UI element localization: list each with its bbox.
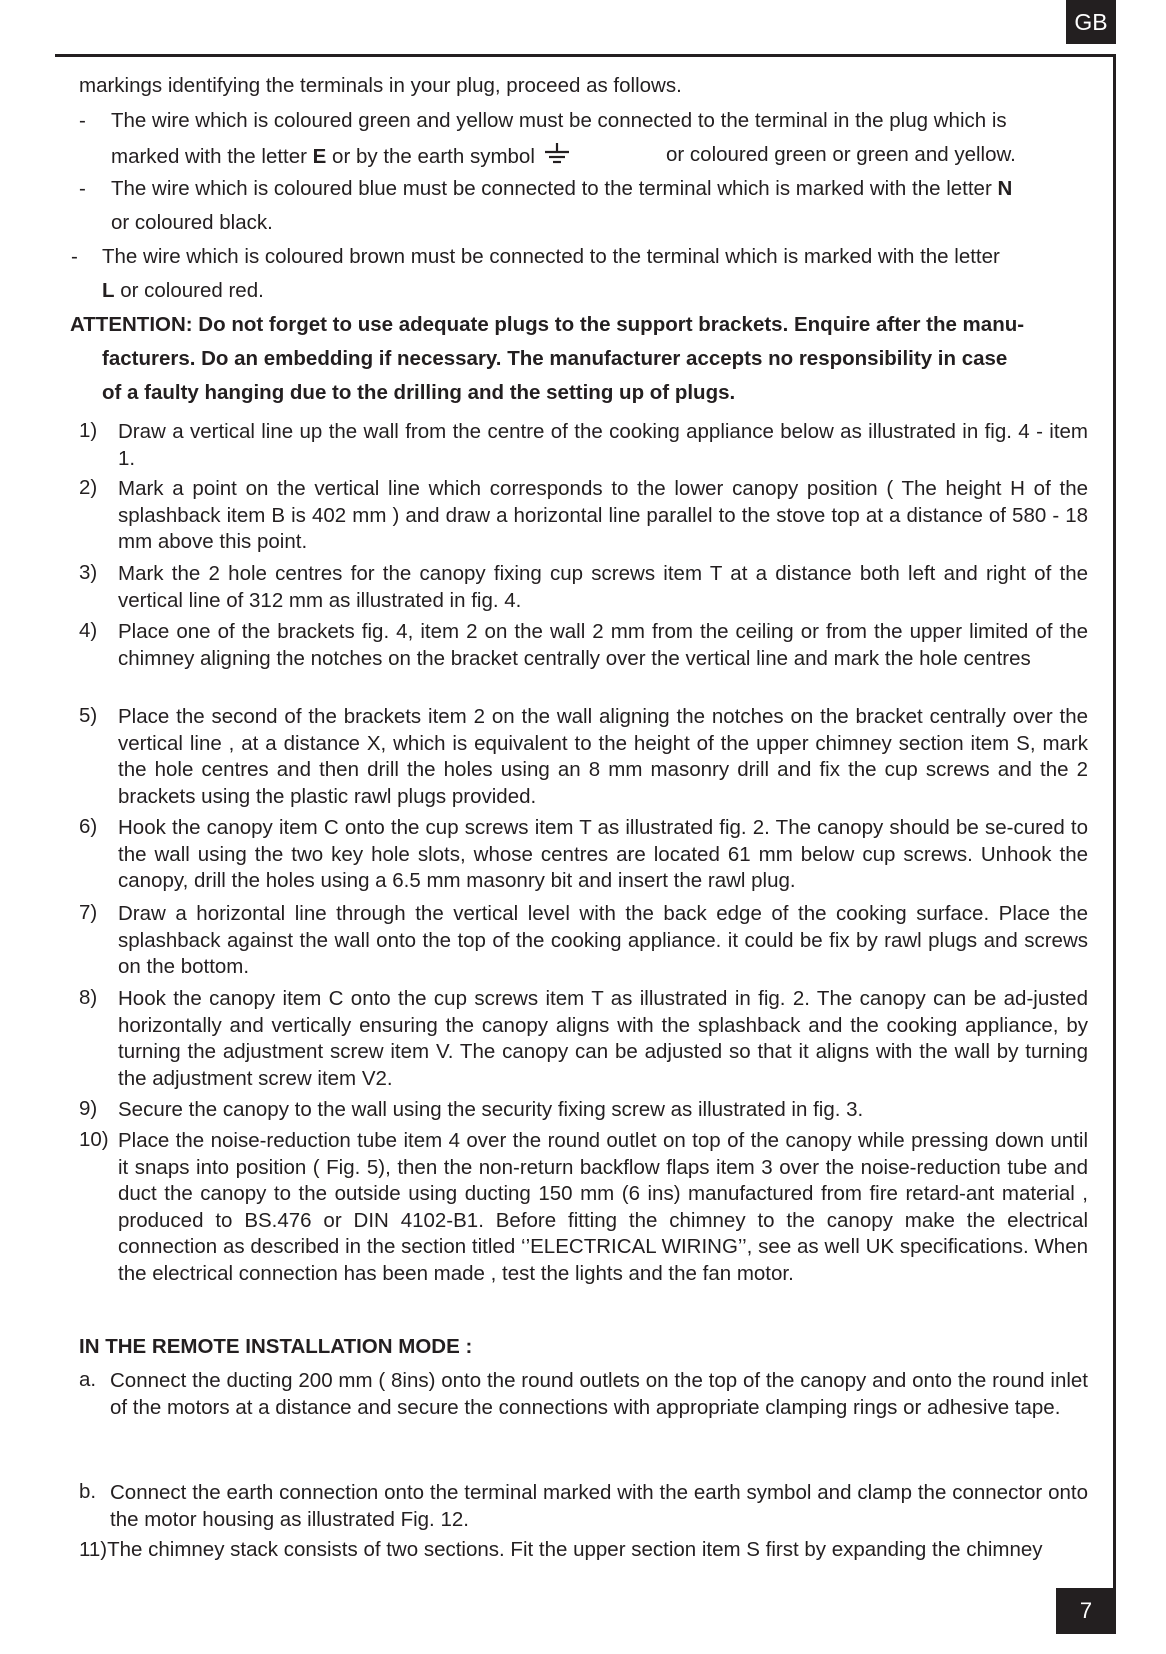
remote-item-label: b. <box>79 1480 97 1503</box>
letter-l: L <box>102 279 115 302</box>
remote-item-text: Connect the earth connection onto the terminal marked with the earth symbol and clamp the connector onto the motor housing as illustrated Fig. 12. <box>110 1481 1088 1531</box>
step-number: 5) <box>79 704 98 727</box>
step-text: Hook the canopy item C onto the cup screws item T as illustrated fig. 2. The canopy should be se-cured to the wall using the two key hole slots, whose centres are located 61 mm below cup screws. Unhook the canopy, drill the holes using a 6.5 mm masonry bit and insert the rawl plug. <box>118 816 1088 892</box>
attention-line2: facturers. Do an embedding if necessary. The manufacturer accepts no responsibility in case <box>102 347 1008 370</box>
step-11-line: 11)The chimney stack consists of two sections. Fit the upper section item S first by expanding the chimney <box>79 1538 1043 1561</box>
earth-symbol-icon <box>543 143 571 165</box>
step-number: 1) <box>79 419 98 442</box>
step-text: Place the noise-reduction tube item 4 over the round outlet on top of the canopy while pressing down until it snaps into position ( Fig. 5), then the non-return backflow flaps item 3 over the noise-reduction tube and duct the canopy to the outside using ducting 150 mm (6 ins) manufactured from fire retard-ant material , produced to BS.476 or DIN 4102-B1. Before fitting the chimney to the canopy make the electrical connection as described in the section titled ‘’ELECTRICAL WIRING’’, see as well UK specifications. When the electrical connection has been made , test the lights and the fan motor. <box>118 1129 1088 1285</box>
step-text: Mark a point on the vertical line which corresponds to the lower canopy position ( The height H of the splashback item B is 402 mm ) and draw a horizontal line parallel to the stove top at a distance of 580 - 18 mm above this point. <box>118 477 1088 553</box>
wire-green-text: marked with the letter <box>111 145 313 168</box>
step-number: 9) <box>79 1097 98 1120</box>
wire-brown-line1: The wire which is coloured brown must be connected to the terminal which is marked with the letter <box>102 245 1000 268</box>
language-code: GB <box>1074 8 1108 35</box>
step-number: 7) <box>79 901 98 924</box>
step-text: Place one of the brackets fig. 4, item 2 on the wall 2 mm from the ceiling or from the upper limited of the chimney aligning the notches on the bracket centrally over the vertical line and mark the hole centres <box>118 620 1088 670</box>
step-text: Draw a horizontal line through the vertical level with the back edge of the cooking surface. Place the splashback against the wall onto the top of the cooking appliance. it could be fix by rawl plugs and screws on the bottom. <box>118 902 1088 978</box>
step-number: 10) <box>79 1128 109 1151</box>
wire-green-line1: The wire which is coloured green and yellow must be connected to the terminal in the plug which is <box>111 109 1007 132</box>
wire-green-text-end: or coloured green or green and yellow. <box>666 143 1016 166</box>
step-text: Place the second of the brackets item 2 on the wall aligning the notches on the bracket centrally over the vertical line , at a distance X, which is equivalent to the height of the upper chimney section item S, mark the hole centres and then drill the holes using an 8 mm masonry drill and fix the cup screws and the 2 brackets using the plastic rawl plugs provided. <box>118 705 1088 808</box>
wire-brown-line2 <box>102 279 264 303</box>
letter-e: E <box>312 145 327 168</box>
wire-brown-text: or coloured red. <box>114 279 264 302</box>
intro-line: markings identifying the terminals in your plug, proceed as follows. <box>79 74 682 97</box>
step-number: 4) <box>79 619 98 642</box>
wire-green-line2 <box>111 143 571 169</box>
step-number: 6) <box>79 815 98 838</box>
step-number: 3) <box>79 561 98 584</box>
step-text: Draw a vertical line up the wall from the centre of the cooking appliance below as illustrated in fig. 4 - item 1. <box>118 420 1088 470</box>
bullet-dash: - <box>71 245 78 268</box>
attention-line3: of a faulty hanging due to the drilling and the setting up of plugs. <box>102 381 736 404</box>
page-number: 7 <box>1079 1598 1093 1623</box>
wire-blue-line1 <box>111 177 1012 201</box>
step-text: Mark the 2 hole centres for the canopy fixing cup screws item T at a distance both left and right of the vertical line of 312 mm as illustrated in fig. 4. <box>118 562 1088 612</box>
wire-green-text-mid: or by the earth symbol <box>326 145 535 168</box>
remote-item-label: a. <box>79 1368 97 1391</box>
step-text: Secure the canopy to the wall using the security fixing screw as illustrated in fig. 3. <box>118 1098 864 1121</box>
wire-blue-text: The wire which is coloured blue must be connected to the terminal which is marked with the letter <box>111 177 998 200</box>
step-text: Hook the canopy item C onto the cup screws item T as illustrated in fig. 2. The canopy can be ad-justed horizontally and vertically ensuring the canopy aligns with the splashback and the cooking appliance, by turning the adjustment screw item V. The canopy can be adjusted so that it aligns with the wall by turning the adjustment screw item V2. <box>118 987 1088 1090</box>
attention-line1: ATTENTION: Do not forget to use adequate plugs to the support brackets. Enquire after the manu- <box>70 313 1025 336</box>
bullet-dash: - <box>79 109 86 132</box>
page-number-badge <box>1056 1588 1116 1634</box>
bullet-dash: - <box>79 177 86 200</box>
step-number: 2) <box>79 476 98 499</box>
step-number: 8) <box>79 986 98 1009</box>
remote-item-text: Connect the ducting 200 mm ( 8ins) onto the round outlets on the top of the canopy and onto the round inlet of the motors at a distance and secure the connections with appropriate clamping rings or adhesive tape. <box>110 1369 1088 1419</box>
letter-n: N <box>997 177 1013 200</box>
remote-heading: IN THE REMOTE INSTALLATION MODE : <box>79 1335 473 1358</box>
wire-blue-line2: or coloured black. <box>111 211 273 234</box>
